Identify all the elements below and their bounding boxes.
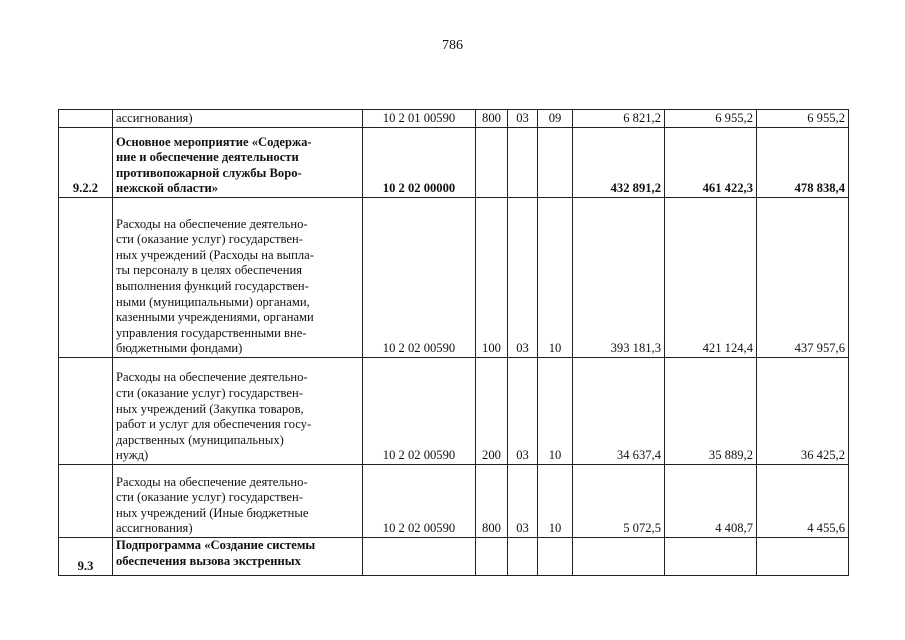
name-line: сти (оказание услуг) государствен- bbox=[116, 490, 303, 505]
name-line: нужд) bbox=[116, 448, 149, 463]
name-line: нежской области» bbox=[116, 181, 219, 196]
section-code bbox=[508, 128, 538, 198]
name-line: обеспечения вызова экстренных bbox=[116, 553, 301, 568]
row-number bbox=[59, 358, 113, 465]
name-line: выполнения функций государствен- bbox=[116, 279, 309, 294]
name-line: противопожарной службы Воро- bbox=[116, 165, 302, 180]
name-line: бюджетными фондами) bbox=[116, 341, 243, 356]
amount-year-2: 461 422,3 bbox=[665, 128, 757, 198]
amount-year-2 bbox=[665, 538, 757, 576]
row-name bbox=[113, 358, 363, 465]
target-article-code: 10 2 01 00590 bbox=[363, 110, 476, 128]
row-name bbox=[113, 110, 363, 128]
table-row bbox=[59, 465, 849, 538]
name-line: Основное мероприятие «Содержа- bbox=[116, 134, 312, 149]
amount-year-2: 6 955,2 bbox=[665, 110, 757, 128]
expense-type-code: 800 bbox=[476, 110, 508, 128]
amount-year-1 bbox=[573, 538, 665, 576]
name-line: управления государственными вне- bbox=[116, 325, 307, 340]
row-number bbox=[59, 198, 113, 358]
budget-table bbox=[58, 109, 849, 576]
table-row bbox=[59, 198, 849, 358]
name-line: дарственных (муниципальных) bbox=[116, 432, 284, 447]
row-name bbox=[113, 465, 363, 538]
target-article-code: 10 2 02 00590 bbox=[363, 465, 476, 538]
subsection-code: 10 bbox=[538, 358, 573, 465]
amount-year-3 bbox=[757, 538, 849, 576]
name-line: ассигнования) bbox=[116, 111, 193, 126]
amount-year-3: 4 455,6 bbox=[757, 465, 849, 538]
target-article-code: 10 2 02 00000 bbox=[363, 128, 476, 198]
name-line: работ и услуг для обеспечения госу- bbox=[116, 417, 312, 432]
name-line: ние и обеспечение деятельности bbox=[116, 150, 299, 165]
expense-type-code bbox=[476, 538, 508, 576]
expense-type-code bbox=[476, 128, 508, 198]
name-line: ты персоналу в целях обеспечения bbox=[116, 263, 302, 278]
row-name bbox=[113, 128, 363, 198]
amount-year-1: 393 181,3 bbox=[573, 198, 665, 358]
row-name bbox=[113, 198, 363, 358]
name-line: казенными учреждениями, органами bbox=[116, 310, 314, 325]
target-article-code: 10 2 02 00590 bbox=[363, 198, 476, 358]
amount-year-1: 6 821,2 bbox=[573, 110, 665, 128]
section-code: 03 bbox=[508, 465, 538, 538]
table-row bbox=[59, 538, 849, 576]
amount-year-1: 432 891,2 bbox=[573, 128, 665, 198]
name-line: Расходы на обеспечение деятельно- bbox=[116, 370, 308, 385]
amount-year-2: 421 124,4 bbox=[665, 198, 757, 358]
subsection-code bbox=[538, 128, 573, 198]
name-line: ными (муниципальными) органами, bbox=[116, 294, 310, 309]
expense-type-code: 800 bbox=[476, 465, 508, 538]
name-line: Расходы на обеспечение деятельно- bbox=[116, 216, 308, 231]
subsection-code bbox=[538, 538, 573, 576]
table-row bbox=[59, 128, 849, 198]
row-name bbox=[113, 538, 363, 576]
name-line: ных учреждений (Закупка товаров, bbox=[116, 401, 304, 416]
row-number bbox=[59, 465, 113, 538]
amount-year-3: 478 838,4 bbox=[757, 128, 849, 198]
subsection-code: 10 bbox=[538, 198, 573, 358]
section-code: 03 bbox=[508, 110, 538, 128]
name-line: Расходы на обеспечение деятельно- bbox=[116, 474, 308, 489]
amount-year-2: 4 408,7 bbox=[665, 465, 757, 538]
amount-year-3: 36 425,2 bbox=[757, 358, 849, 465]
target-article-code: 10 2 02 00590 bbox=[363, 358, 476, 465]
section-code bbox=[508, 538, 538, 576]
amount-year-3: 6 955,2 bbox=[757, 110, 849, 128]
subsection-code: 10 bbox=[538, 465, 573, 538]
amount-year-2: 35 889,2 bbox=[665, 358, 757, 465]
name-line: сти (оказание услуг) государствен- bbox=[116, 232, 303, 247]
expense-type-code: 200 bbox=[476, 358, 508, 465]
target-article-code bbox=[363, 538, 476, 576]
name-line: Подпрограмма «Создание системы bbox=[116, 538, 316, 552]
name-line: ных учреждений (Иные бюджетные bbox=[116, 505, 309, 520]
name-line: ассигнования) bbox=[116, 521, 193, 536]
page-number: 786 bbox=[442, 38, 463, 53]
amount-year-3: 437 957,6 bbox=[757, 198, 849, 358]
subsection-code: 09 bbox=[538, 110, 573, 128]
section-code: 03 bbox=[508, 198, 538, 358]
amount-year-1: 34 637,4 bbox=[573, 358, 665, 465]
row-number bbox=[59, 110, 113, 128]
name-line: ных учреждений (Расходы на выпла- bbox=[116, 247, 314, 262]
expense-type-code: 100 bbox=[476, 198, 508, 358]
row-number: 9.2.2 bbox=[59, 128, 113, 198]
section-code: 03 bbox=[508, 358, 538, 465]
amount-year-1: 5 072,5 bbox=[573, 465, 665, 538]
name-line: сти (оказание услуг) государствен- bbox=[116, 386, 303, 401]
table-row bbox=[59, 110, 849, 128]
row-number: 9.3 bbox=[59, 538, 113, 576]
table-row bbox=[59, 358, 849, 465]
